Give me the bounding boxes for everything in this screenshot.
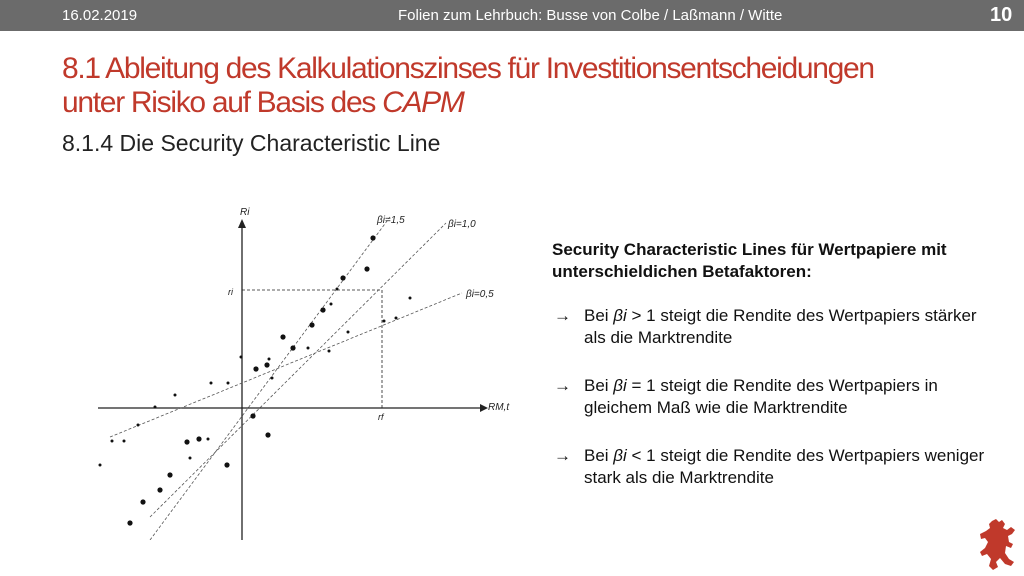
arrow-right-icon: →	[554, 446, 571, 465]
x-axis-arrowhead	[480, 404, 488, 412]
point	[340, 275, 345, 280]
title-acronym: CAPM	[382, 86, 464, 119]
scatter-points	[99, 235, 412, 525]
point	[409, 297, 412, 300]
point	[196, 436, 201, 441]
line-beta-0-5	[110, 293, 462, 437]
point	[336, 288, 339, 291]
point	[328, 350, 331, 353]
point	[240, 356, 243, 359]
title-line-1: 8.1 Ableitung des Kalkulationszinses für Investitionsentscheidungen	[62, 52, 874, 85]
bullet-prefix: Bei	[584, 376, 614, 395]
slide-date: 16.02.2019	[62, 7, 138, 24]
title-line-2-text: unter Risiko auf Basis des	[62, 86, 383, 119]
point	[370, 235, 375, 240]
page-number: 10	[990, 4, 1013, 26]
arrow-right-icon: →	[554, 306, 571, 325]
point	[290, 345, 295, 350]
bullet-prefix: Bei	[584, 306, 614, 325]
point	[123, 440, 126, 443]
bullet-text: = 1 steigt die Rendite des Wertpapiers in gleichem Maß wie die Marktrendite	[584, 376, 938, 417]
label-beta-0-5: βi=0,5	[466, 289, 494, 300]
ri-marker-label: ri	[228, 287, 233, 297]
point	[224, 462, 229, 467]
point	[111, 440, 114, 443]
point	[383, 320, 386, 323]
point	[137, 424, 140, 427]
arrow-right-icon: →	[554, 376, 571, 395]
point	[309, 322, 314, 327]
point	[210, 382, 213, 385]
line-beta-1-0	[150, 223, 446, 517]
x-axis-label: RM,t	[488, 402, 510, 413]
point	[154, 406, 157, 409]
bullet-text: < 1 steigt die Rendite des Wertpapiers weniger stark als die Marktrendite	[584, 446, 985, 487]
explanation-text	[552, 239, 1002, 515]
point	[330, 303, 333, 306]
point	[127, 520, 132, 525]
bullet-beta-less-1	[552, 445, 1002, 489]
point	[227, 382, 230, 385]
slide-title	[62, 52, 962, 120]
point	[250, 413, 255, 418]
top-bar	[0, 0, 1024, 31]
point	[167, 472, 172, 477]
label-beta-1-5: βi=1,5	[377, 215, 405, 226]
point	[395, 317, 398, 320]
bullet-prefix: Bei	[584, 446, 614, 465]
slide-subtitle: 8.1.4 Die Security Characteristic Line	[62, 130, 441, 156]
bullet-beta-equal-1	[552, 375, 1002, 419]
bullet-text: > 1 steigt die Rendite des Wertpapiers stärker als die Marktrendite	[584, 306, 977, 347]
point	[265, 432, 270, 437]
line-beta-1-5	[150, 217, 390, 540]
beta-symbol: βi	[613, 446, 627, 465]
point	[174, 394, 177, 397]
point	[364, 266, 369, 271]
point	[140, 499, 145, 504]
point	[189, 457, 192, 460]
point	[268, 358, 271, 361]
berlin-bear-icon	[978, 518, 1018, 572]
label-beta-1-0: βi=1,0	[448, 219, 476, 230]
y-axis-label: Ri	[240, 207, 250, 218]
point	[184, 439, 189, 444]
point	[307, 347, 310, 350]
point	[207, 438, 210, 441]
slide-footer: Folien zum Lehrbuch: Busse von Colbe / Laßmann / Witte	[398, 7, 783, 24]
rf-marker-label: rf	[378, 412, 384, 422]
point	[157, 487, 162, 492]
point	[347, 331, 350, 334]
bullet-beta-greater-1	[552, 305, 1002, 349]
point	[271, 377, 274, 380]
beta-symbol: βi	[613, 306, 627, 325]
security-characteristic-lines-diagram	[90, 195, 520, 540]
point	[264, 362, 269, 367]
point	[280, 334, 285, 339]
point	[320, 307, 325, 312]
point	[253, 366, 258, 371]
beta-symbol: βi	[613, 376, 627, 395]
y-axis-arrowhead	[238, 219, 246, 228]
title-line-2	[62, 86, 962, 120]
text-heading: Security Characteristic Lines für Wertpapiere mit unterschieldichen Betafaktoren:	[552, 240, 947, 281]
point	[99, 464, 102, 467]
